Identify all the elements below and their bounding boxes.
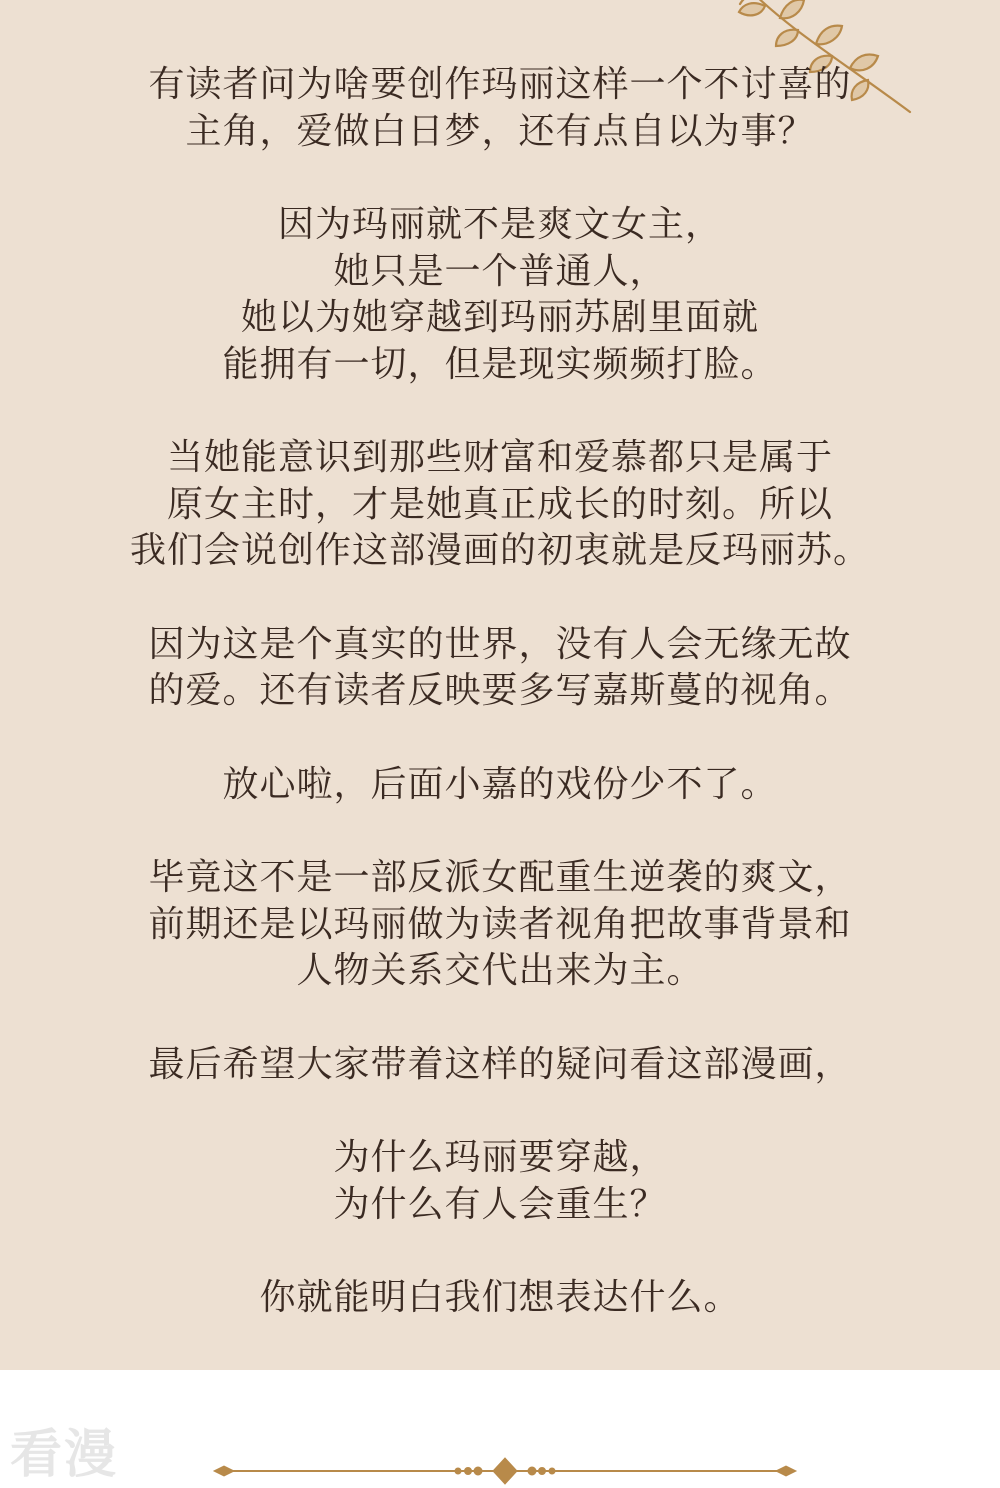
text-line: 她以为她穿越到玛丽苏剧里面就 [240,297,759,338]
paragraph [0,62,1000,155]
text-line: 原女主时，才是她真正成长的时刻。所以 [166,483,833,525]
text-line: 放心啦，后面小嘉的戏份少不了。 [222,763,778,805]
text-line: 的爱。还有读者反映要多写嘉斯蔓的视角。 [148,670,852,711]
text-line: 当她能意识到那些财富和爱慕都只是属于 [166,437,833,478]
paragraph [0,622,1000,715]
footer-area [0,1370,1000,1488]
text-line: 她只是一个普通人， [333,250,667,292]
watermark-logo: 看漫 [10,1425,119,1485]
text-line: 主角，爱做白日梦，还有点自以为事？ [185,110,815,152]
text-line: 能拥有一切，但是现实频频打脸。 [222,343,778,385]
text-line: 前期还是以玛丽做为读者视角把故事背景和 [148,903,852,945]
paragraph [0,1042,1000,1089]
paragraph [0,1135,1000,1228]
paragraph [0,762,1000,809]
text-line: 最后希望大家带着这样的疑问看这部漫画， [148,1043,852,1085]
paragraph [0,855,1000,995]
text-line: 因为这是个真实的世界，没有人会无缘无故 [148,623,852,665]
text-line: 有读者问为啥要创作玛丽这样一个不讨喜的 [148,64,852,105]
text-line: 你就能明白我们想表达什么。 [259,1277,741,1318]
ornamental-divider-icon [210,1456,800,1486]
text-line: 因为玛丽就不是爽文女主， [277,204,722,245]
text-line: 我们会说创作这部漫画的初衷就是反玛丽苏。 [129,530,870,571]
paragraph [0,435,1000,575]
text-line: 为什么玛丽要穿越， [333,1137,667,1178]
article-text [0,62,1000,1369]
text-line: 为什么有人会重生？ [333,1183,667,1225]
paragraph [0,202,1000,388]
text-line: 毕竟这不是一部反派女配重生逆袭的爽文， [148,857,852,898]
paragraph [0,1275,1000,1322]
text-line: 人物关系交代出来为主。 [296,950,704,991]
